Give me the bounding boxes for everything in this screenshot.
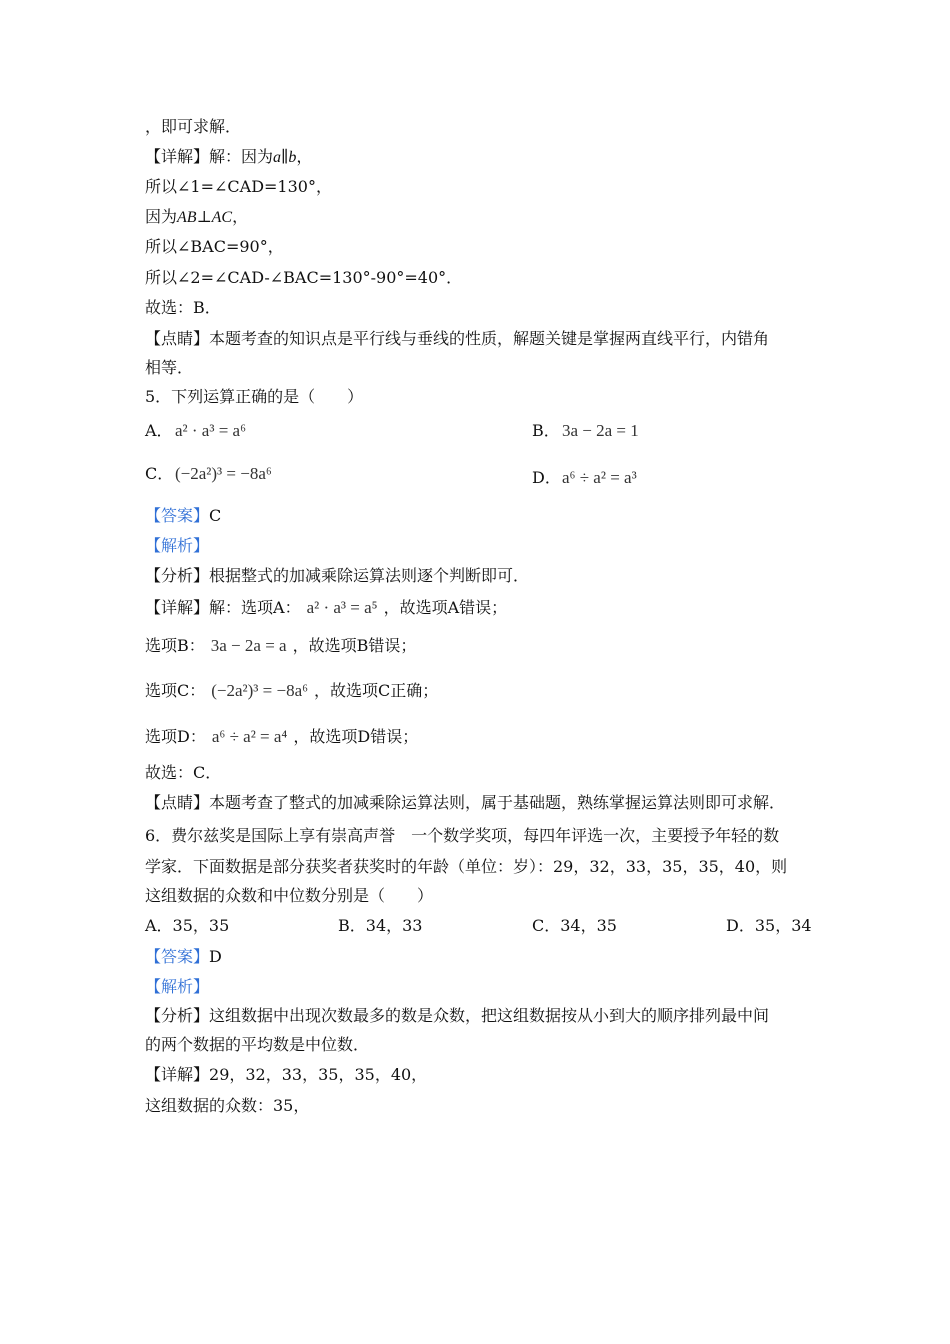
option-b: B．34，33 bbox=[338, 916, 423, 935]
question-5-stem: 5．下列运算正确的是（ ） bbox=[145, 387, 364, 406]
text: 选项D： bbox=[145, 727, 206, 746]
text-line bbox=[145, 598, 507, 618]
option-equation: a² · a³ = a⁶ bbox=[175, 421, 247, 440]
text: ，故选项C正确； bbox=[314, 681, 439, 700]
text: 这组数据中出现次数最多的数是众数，把这组数据按从小到大的顺序排列最中间 bbox=[209, 1006, 770, 1025]
option-equation: a⁶ ÷ a² = a³ bbox=[562, 468, 637, 487]
option-label: A． bbox=[145, 421, 173, 440]
option-c bbox=[145, 464, 272, 484]
text: ， bbox=[232, 207, 249, 226]
text: ，故选项D错误； bbox=[293, 727, 419, 746]
text: 选项C： bbox=[145, 681, 206, 700]
answer-tag: 【答案】 bbox=[145, 947, 210, 966]
text-line: 故选：B． bbox=[145, 298, 221, 317]
option-equation: 3a − 2a = 1 bbox=[562, 421, 639, 440]
text: 因为 bbox=[145, 207, 178, 226]
text-line bbox=[145, 681, 438, 701]
answer-tag: 【答案】 bbox=[145, 506, 210, 525]
text: 解：选项A： bbox=[209, 598, 301, 617]
question-6-stem-line1: 6．费尔兹奖是国际上享有崇高声誉 一个数学奖项，每四年评选一次，主要授予年轻的数 bbox=[145, 826, 780, 845]
analysis-tag: 【解析】 bbox=[145, 977, 210, 996]
detail-tag: 【详解】 bbox=[145, 147, 210, 166]
text: 本题考查了整式的加减乘除运算法则，属于基础题，熟练掌握运算法则即可求解． bbox=[209, 793, 786, 812]
text-line: 相等． bbox=[145, 358, 194, 377]
option-a: A．35，35 bbox=[145, 916, 230, 935]
answer-value: D bbox=[209, 947, 222, 966]
text-line bbox=[145, 147, 312, 168]
text: ，故选项B错误； bbox=[292, 636, 417, 655]
text-line: 所以∠BAC=90°， bbox=[145, 237, 284, 256]
math-expression: 3a − 2a = a bbox=[210, 636, 287, 655]
option-c: C．34，35 bbox=[532, 916, 617, 935]
math-expression: (−2a²)³ = −8a⁶ bbox=[211, 681, 309, 700]
text-line bbox=[145, 1006, 769, 1026]
analysis-subtag: 【分析】 bbox=[145, 1006, 210, 1025]
math-expression: AB⊥AC bbox=[177, 209, 233, 226]
comment-tag: 【点睛】 bbox=[145, 329, 210, 348]
math-expression: a² · a³ = a⁵ bbox=[306, 598, 378, 617]
option-label: D． bbox=[532, 468, 561, 487]
text-line: ，即可求解． bbox=[145, 117, 242, 136]
text-line: 所以∠2=∠CAD-∠BAC=130°-90°=40°． bbox=[145, 268, 463, 287]
text-line bbox=[145, 636, 416, 656]
option-a bbox=[145, 421, 246, 441]
math-expression: a⁶ ÷ a² = a⁴ bbox=[211, 727, 288, 746]
text-line bbox=[145, 1065, 427, 1085]
text-line: 这组数据的众数：35， bbox=[145, 1096, 310, 1115]
analysis-subtag: 【分析】 bbox=[145, 566, 210, 585]
answer-line bbox=[145, 506, 221, 526]
text: ，故选项A错误； bbox=[383, 598, 508, 617]
text: 选项B： bbox=[145, 636, 205, 655]
analysis-tag: 【解析】 bbox=[145, 536, 210, 555]
option-label: B． bbox=[532, 421, 560, 440]
option-b bbox=[532, 421, 639, 441]
text-line bbox=[145, 329, 769, 349]
question-6-stem-line2: 学家．下面数据是部分获奖者获奖时的年龄（单位：岁）：29，32，33，35，35，40，则 bbox=[145, 857, 788, 876]
text-line bbox=[145, 207, 248, 228]
text: ， bbox=[296, 147, 313, 166]
option-d: D．35，34 bbox=[726, 916, 812, 935]
text-line bbox=[145, 566, 529, 586]
text-line bbox=[145, 793, 785, 813]
option-equation: (−2a²)³ = −8a⁶ bbox=[175, 464, 272, 483]
text: 解：因为 bbox=[209, 147, 274, 166]
option-label: C． bbox=[145, 464, 174, 483]
option-d bbox=[532, 468, 637, 488]
text-line: 的两个数据的平均数是中位数． bbox=[145, 1035, 370, 1054]
comment-tag: 【点睛】 bbox=[145, 793, 210, 812]
answer-value: C bbox=[209, 506, 222, 525]
text-line: 故选：C． bbox=[145, 763, 222, 782]
math-expression: a∥b bbox=[273, 149, 297, 166]
detail-tag: 【详解】 bbox=[145, 598, 210, 617]
question-6-stem-line3: 这组数据的众数和中位数分别是（ ） bbox=[145, 886, 434, 905]
text: 本题考查的知识点是平行线与垂线的性质，解题关键是掌握两直线平行，内错角 bbox=[209, 329, 770, 348]
text-line bbox=[145, 727, 418, 747]
text: 根据整式的加减乘除运算法则逐个判断即可． bbox=[209, 566, 530, 585]
answer-line bbox=[145, 947, 222, 967]
text-line: 所以∠1=∠CAD=130°， bbox=[145, 177, 332, 196]
detail-tag: 【详解】 bbox=[145, 1065, 210, 1084]
text: 29，32，33，35，35，40， bbox=[209, 1065, 428, 1084]
